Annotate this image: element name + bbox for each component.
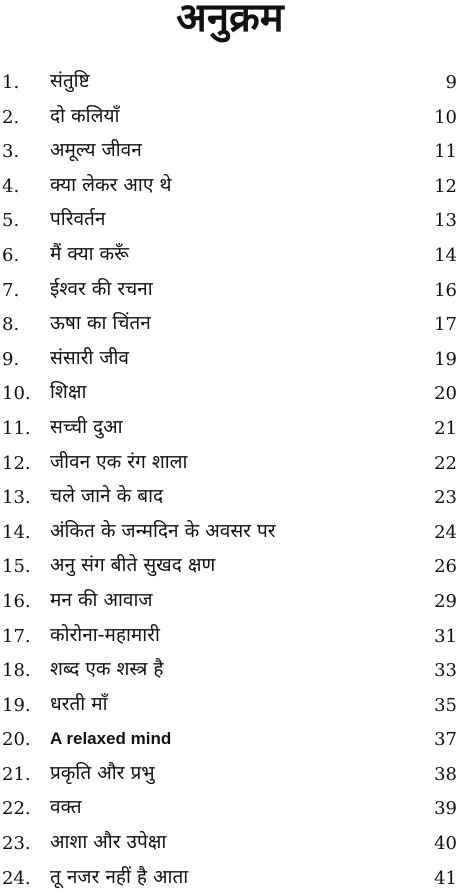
toc-entry-title: वक्त: [50, 796, 82, 819]
toc-entry: [0, 306, 460, 341]
toc-entry-page-number: 23: [434, 487, 457, 509]
toc-entry-page-number: 33: [434, 660, 457, 682]
toc-entry-title: जीवन एक रंग शाला: [50, 450, 188, 473]
toc-entry-page-number: 38: [434, 763, 457, 785]
toc-entry-number: 21.: [2, 763, 31, 785]
toc-entry-number: 20.: [2, 729, 31, 751]
toc-entry: [0, 445, 460, 480]
toc-entry-number: 19.: [2, 694, 31, 716]
toc-entry-page-number: 31: [434, 625, 457, 647]
page-title: अनुक्रम: [176, 0, 284, 41]
toc-entry-page-number: 20: [434, 383, 457, 405]
toc-entry: [0, 202, 460, 237]
toc-entry-number: 23.: [2, 833, 31, 855]
toc-entry-page-number: 19: [434, 348, 457, 370]
toc-entry-number: 6.: [2, 244, 20, 266]
toc-entry-page-number: 39: [434, 798, 457, 820]
toc-entry-page-number: 35: [434, 694, 457, 716]
toc-entry-number: 1.: [2, 72, 20, 93]
toc-entry-page-number: 11: [434, 141, 457, 163]
toc-entry-title: मन की आवाज: [50, 588, 153, 611]
toc-entry-page-number: 14: [434, 244, 457, 266]
toc-entry-title: शब्द एक शस्त्र है: [50, 658, 164, 681]
toc-entry-number: 16.: [2, 590, 31, 612]
toc-entry-page-number: 26: [434, 556, 457, 578]
table-of-contents: [0, 64, 460, 894]
toc-entry-page-number: 37: [434, 729, 457, 751]
toc-entry-title: सच्ची दुआ: [50, 415, 123, 438]
toc-entry-page-number: 21: [434, 417, 457, 439]
toc-entry: [0, 687, 460, 722]
toc-entry: [0, 790, 460, 825]
toc-entry-title: क्या लेकर आए थे: [50, 173, 172, 196]
toc-entry: [0, 860, 460, 894]
toc-entry-title: प्रकृति और प्रभु: [50, 761, 155, 784]
toc-entry-page-number: 9: [445, 72, 457, 93]
toc-entry-page-number: 10: [434, 106, 457, 128]
toc-entry-page-number: 29: [434, 590, 457, 612]
toc-entry-title: ऊषा का चिंतन: [50, 312, 151, 335]
toc-entry-title: अंकित के जन्मदिन के अवसर पर: [50, 519, 276, 542]
toc-entry-title: धरती माँ: [50, 692, 108, 715]
toc-entry-number: 15.: [2, 556, 31, 578]
toc-entry-number: 8.: [2, 314, 20, 336]
toc-entry-number: 2.: [2, 106, 20, 128]
toc-entry: [0, 618, 460, 653]
toc-entry-title: संतुष्टि: [50, 70, 90, 92]
toc-entry-number: 14.: [2, 521, 31, 543]
toc-entry-title: अमूल्य जीवन: [50, 139, 142, 162]
toc-entry-page-number: 22: [434, 452, 457, 474]
toc-entry-title: शिक्षा: [50, 381, 87, 404]
toc-entry: [0, 583, 460, 618]
toc-entry-title: संसारी जीव: [50, 346, 129, 369]
toc-entry-title: परिवर्तन: [50, 208, 106, 231]
toc-entry-number: 24.: [2, 867, 31, 889]
toc-entry-page-number: 13: [434, 210, 457, 232]
toc-entry-number: 4.: [2, 175, 20, 197]
toc-entry-number: 18.: [2, 660, 31, 682]
toc-entry: [0, 652, 460, 687]
toc-entry: [0, 548, 460, 583]
toc-entry: [0, 479, 460, 514]
toc-entry-number: 3.: [2, 141, 20, 163]
toc-entry-title: अनु संग बीते सुखद क्षण: [50, 554, 216, 577]
toc-entry-title: मैं क्या करूँ: [50, 242, 129, 265]
toc-entry-number: 9.: [2, 348, 20, 370]
toc-entry-page-number: 12: [434, 175, 457, 197]
toc-entry: [0, 375, 460, 410]
toc-entry-number: 7.: [2, 279, 20, 301]
toc-entry-number: 5.: [2, 210, 20, 232]
toc-entry-page-number: 16: [434, 279, 457, 301]
toc-entry: [0, 99, 460, 134]
toc-entry-number: 11.: [2, 417, 31, 439]
toc-entry-number: 17.: [2, 625, 31, 647]
toc-entry: [0, 272, 460, 307]
toc-entry-title: चले जाने के बाद: [50, 485, 164, 508]
toc-entry-title: आशा और उपेक्षा: [50, 831, 167, 854]
toc-entry-number: 22.: [2, 798, 31, 820]
toc-entry: [0, 64, 460, 99]
toc-entry-title: ईश्वर की रचना: [50, 277, 153, 300]
toc-entry-page-number: 40: [434, 833, 457, 855]
toc-entry: [0, 168, 460, 203]
toc-entry: [0, 825, 460, 860]
toc-entry-title: कोरोना-महामारी: [50, 623, 160, 646]
toc-entry-title: A relaxed mind: [50, 729, 172, 749]
toc-entry: [0, 237, 460, 272]
toc-entry: [0, 514, 460, 549]
toc-entry: [0, 341, 460, 376]
toc-entry-title: तू नजर नहीं है आता: [50, 865, 189, 888]
toc-entry-title: दो कलियाँ: [50, 104, 120, 127]
toc-entry: [0, 133, 460, 168]
toc-entry-page-number: 17: [434, 314, 457, 336]
toc-entry-number: 10.: [2, 383, 31, 405]
toc-entry: [0, 721, 460, 756]
toc-entry-number: 12.: [2, 452, 31, 474]
toc-entry: [0, 756, 460, 791]
toc-entry-page-number: 24: [434, 521, 457, 543]
toc-entry-number: 13.: [2, 487, 31, 509]
toc-entry-page-number: 41: [434, 867, 457, 889]
toc-entry: [0, 410, 460, 445]
